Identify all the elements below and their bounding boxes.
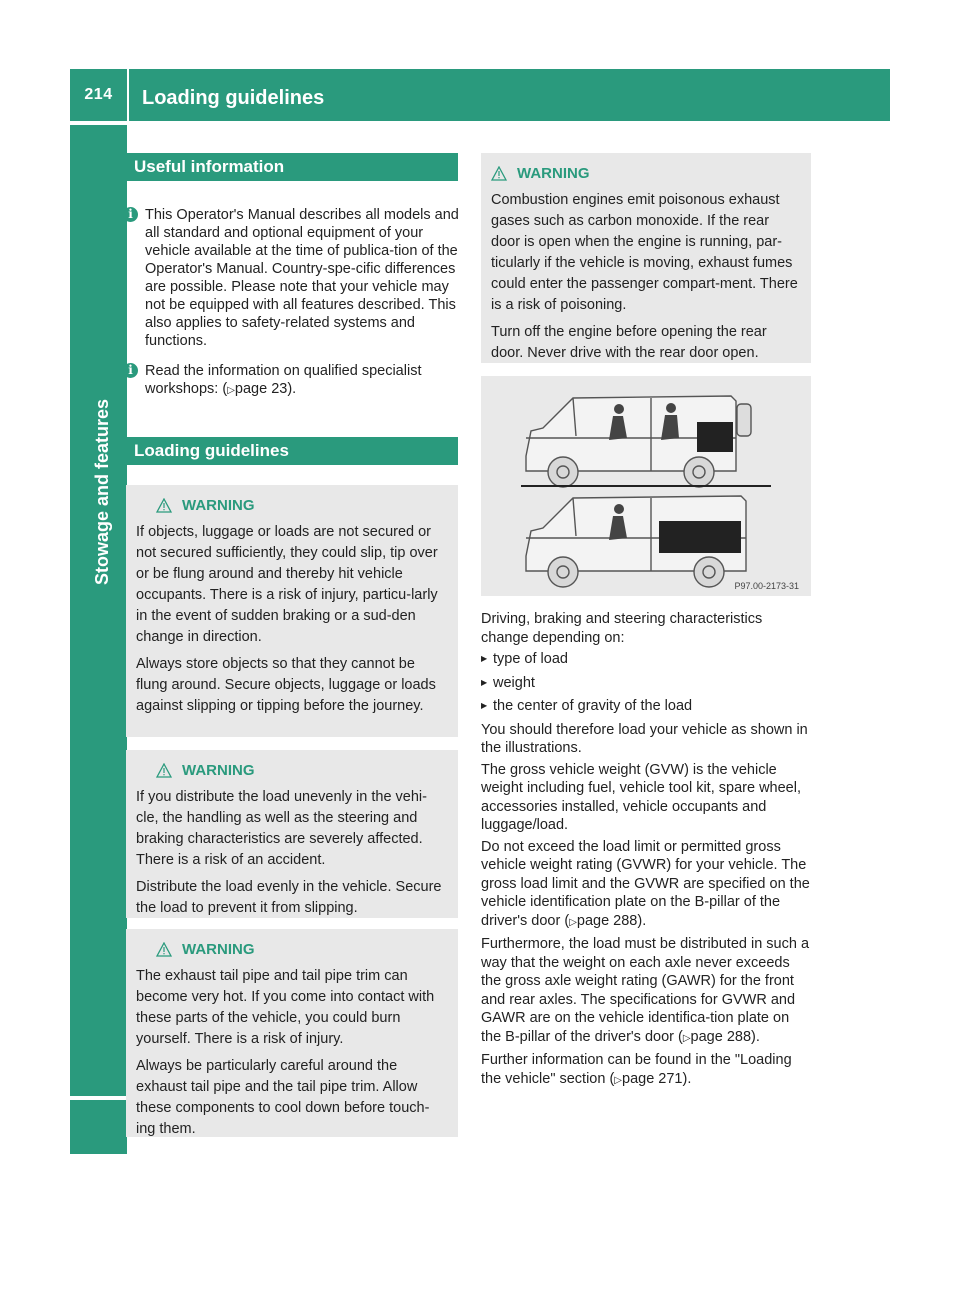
warning-heading [156,760,448,781]
header-divider [127,69,129,121]
page-ref-arrow-icon: ▷ [614,1074,622,1086]
warning-label: WARNING [182,497,255,514]
page-ref-link[interactable]: page 288 [690,1028,752,1045]
list-item: ▶ type of load [481,650,811,669]
warning-text: Combustion engines emit poisonous exhaust gases such as carbon monoxide. If the rear door is open when the engine is running, par-ticularly if the vehicle is moving, exhaust fumes could enter the passenger compart-ment. There is a risk of poisoning. [491,192,798,313]
page-ref-arrow-icon: ▷ [569,916,577,928]
info-note-operators-manual [128,206,459,350]
info-note-text-end: ). [287,381,297,397]
paragraph-end: ). [637,912,647,929]
warning-instruction: Distribute the load evenly in the vehicle. Secure the load to prevent it from slipping. [136,879,442,916]
warning-box-exhaust-hot [126,929,458,1137]
warning-heading [156,495,448,516]
section-heading-useful-information: Useful information [126,153,458,181]
page-number: 214 [84,86,113,103]
list-item: ▶ weight [481,674,811,693]
paragraph-gvwr [481,838,811,933]
warning-heading [156,939,448,960]
loading-body-text [481,610,811,1093]
warning-label: WARNING [517,165,590,182]
warning-text: If you distribute the load unevenly in the vehi-cle, the handling as well as the steering and braking characteristics are severely affected. There is a risk of an accident. [136,789,427,868]
warning-box-exhaust-gases [481,153,811,363]
warning-triangle-icon [156,763,172,778]
info-note-text: Read the information on qualified specialist workshops: ( [145,363,422,397]
warning-triangle-icon [156,498,172,513]
paragraph-gvw: The gross vehicle weight (GVW) is the vehicle weight including fuel, vehicle tool kit, spare wheel, accessories installed, vehicle occupants and luggage/load. [481,761,801,833]
paragraph-gawr [481,935,811,1048]
info-note-workshops [128,362,459,400]
warning-box-unsecured-objects [126,485,458,737]
page-ref-arrow-icon: ▷ [227,385,235,396]
warning-instruction: Always store objects so that they cannot be flung around. Secure objects, luggage or loads against slipping or tipping before the journey. [136,656,436,714]
loading-illustration [481,376,811,596]
page-ref-link[interactable]: page 271 [622,1070,683,1087]
chapter-label: Stowage and features [92,398,112,585]
cargo-block-bottom [659,521,741,553]
paragraph-text: Furthermore, the load must be distributed in such a way that the weight on each axle never exceeds the gross axle weight rating (GAWR) for the front and rear axles. The specifications for GVWR and GAWR are on the vehicle identifica-tion plate on the B-pillar of the driver's door ( [481,936,810,1045]
page-ref-link[interactable]: page 23 [234,381,288,397]
page-ref-link[interactable]: page 288 [576,912,638,929]
warning-text: If objects, luggage or loads are not secured or not secured sufficiently, they could slip, tip over or be flung around and thereby hit vehicle occupants. There is a risk of injury, particu-larly in the event of sudden braking or a sud-den change in direction. [136,524,438,645]
warning-label: WARNING [182,941,255,958]
warning-heading [491,163,801,184]
warning-triangle-icon [156,942,172,957]
paragraph-text: Further information can be found in the "Loading the vehicle" section ( [481,1052,792,1087]
paragraph-end: ). [682,1070,692,1087]
page-title: Loading guidelines [142,87,325,109]
paragraph-text: Do not exceed the load limit or permitted gross vehicle weight rating (GVWR) for your vehicle. The gross load limit and the GVWR are specified on the vehicle identification plate on the B-pillar of the driver's door ( [481,838,810,929]
warning-instruction: Always be particularly careful around the exhaust tail pipe and the tail pipe trim. Allow these components to cool down before touch-ing them. [136,1058,430,1137]
warning-triangle-icon [491,166,507,181]
paragraph-end: ). [751,1028,760,1045]
paragraph: You should therefore load your vehicle as shown in the illustrations. [481,721,808,756]
warning-instruction: Turn off the engine before opening the rear door. Never drive with the rear door open. [491,324,767,361]
warning-text: The exhaust tail pipe and tail pipe trim can become very hot. If you come into contact with these parts of the vehicle, you could burn yourself. There is a risk of injury. [136,968,435,1047]
warning-box-uneven-load [126,750,458,918]
info-icon: i [123,363,138,378]
info-note-text: This Operator's Manual describes all models and all standard and optional equipment of your vehicle available at the time of publica-tion of the Operator's Manual. Country-spe-cific differences are possible. Please note that your vehicle may not be equipped with all features described. This also applies to safety-related systems and functions. [145,207,459,349]
list-item: ▶ the center of gravity of the load [481,697,811,716]
warning-label: WARNING [182,762,255,779]
figure-code: P97.00-2173-31 [734,581,799,591]
intro-paragraph: Driving, braking and steering characteristics change depending on: [481,611,763,646]
page-header [70,69,890,121]
chapter-marker [70,1100,127,1154]
vehicle-loading-diagram [481,376,811,596]
cargo-block-top [697,422,733,452]
page-ref-arrow-icon: ▷ [682,1032,691,1044]
section-heading-loading-guidelines: Loading guidelines [126,437,458,465]
chapter-sidebar [70,125,127,1096]
paragraph-further-info [481,1051,811,1090]
info-icon: i [123,207,138,222]
